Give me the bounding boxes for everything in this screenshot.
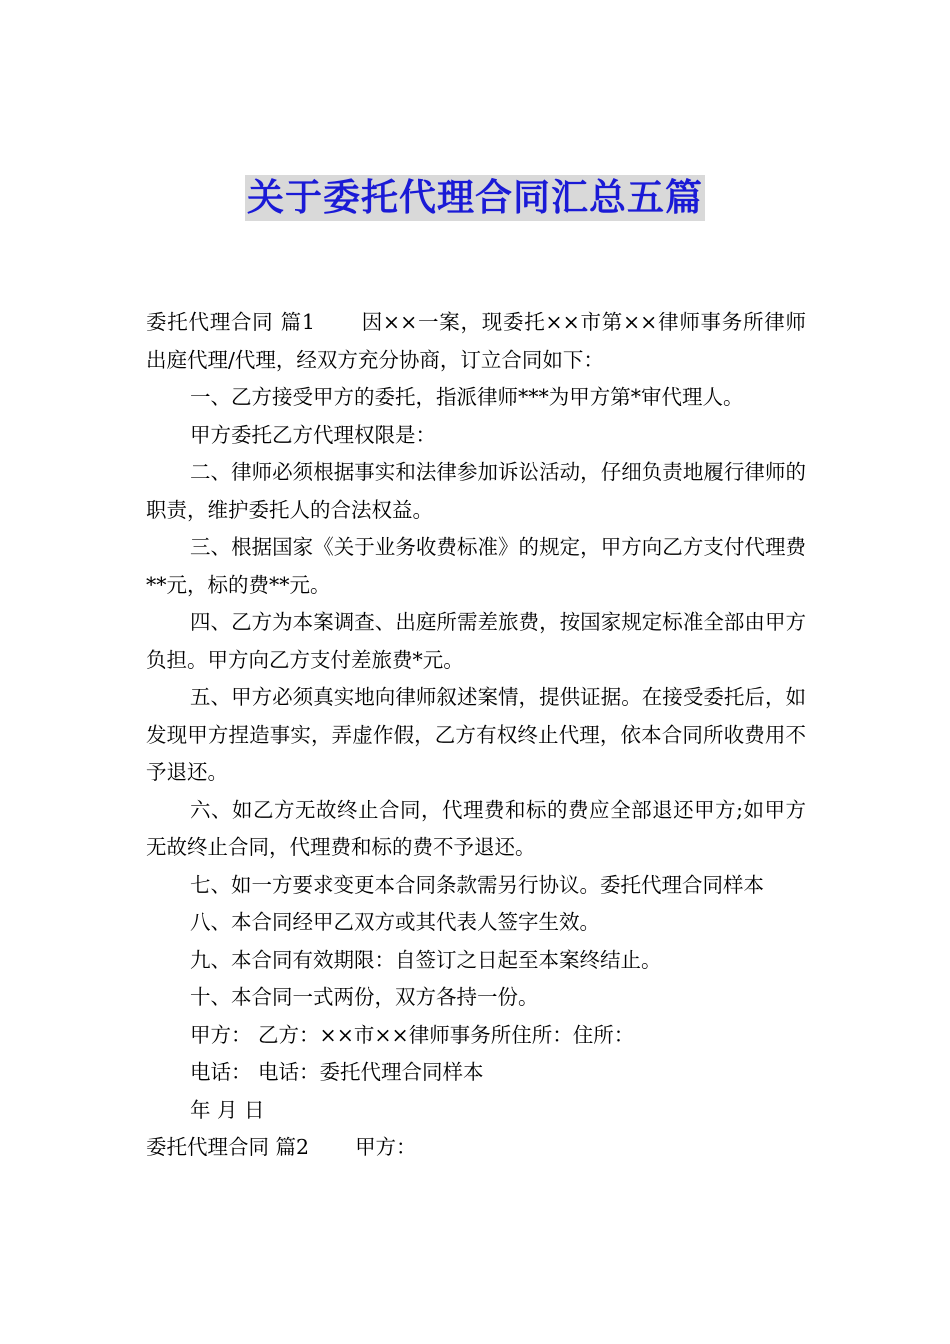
document-body (146, 304, 806, 1167)
paragraph-clause-8: 八、本合同经甲乙双方或其代表人签字生效。 (190, 910, 600, 934)
paragraph-date: 年 月 日 (190, 1097, 265, 1122)
title-container (0, 175, 950, 221)
paragraph-parties: 甲方： 乙方：××市××律师事务所住所：住所： (190, 1022, 635, 1047)
paragraph-contract-1-intro (146, 304, 806, 379)
paragraph-clause-9: 九、本合同有效期限：自签订之日起至本案终结止。 (190, 947, 662, 972)
paragraph-clause-3: 三、根据国家《关于业务收费标准》的规定，甲方向乙方支付代理费**元，标的费**元。 (146, 535, 806, 597)
paragraph-clause-1: 一、乙方接受甲方的委托，指派律师***为甲方第*审代理人。 (190, 385, 744, 409)
paragraph-clause-10: 十、本合同一式两份，双方各持一份。 (190, 985, 539, 1009)
paragraph-phones: 电话： 电话：委托代理合同样本 (190, 1060, 484, 1084)
paragraph-clause-5: 五、甲方必须真实地向律师叙述案情，提供证据。在接受委托后，如发现甲方捏造事实，弄虚作假，乙方有权终止代理，依本合同所收费用不予退还。 (146, 685, 806, 784)
contract-2-party-a: 甲方： (355, 1135, 417, 1159)
paragraph-clause-6: 六、如乙方无故终止合同，代理费和标的费应全部退还甲方;如甲方无故终止合同，代理费和标的费不予退还。 (146, 797, 806, 859)
contract-1-intro-text: 因××一案，现委托××市第××律师事务所律师出庭代理/代理，经双方充分协商，订立合同如下： (146, 310, 806, 372)
paragraph-clause-2: 二、律师必须根据事实和法律参加诉讼活动，仔细负责地履行律师的职责，维护委托人的合法权益。 (146, 460, 806, 522)
document-title: 关于委托代理合同汇总五篇 (247, 176, 703, 219)
paragraph-clause-7: 七、如一方要求变更本合同条款需另行协议。委托代理合同样本 (190, 872, 764, 897)
contract-2-heading: 委托代理合同 篇2 (146, 1135, 310, 1159)
contract-1-heading: 委托代理合同 篇1 (146, 310, 315, 334)
paragraph-contract-2-intro (146, 1129, 806, 1167)
paragraph-authority: 甲方委托乙方代理权限是： (190, 422, 436, 447)
paragraph-clause-4: 四、乙方为本案调查、出庭所需差旅费，按国家规定标准全部由甲方负担。甲方向乙方支付差旅费*元。 (146, 610, 806, 672)
